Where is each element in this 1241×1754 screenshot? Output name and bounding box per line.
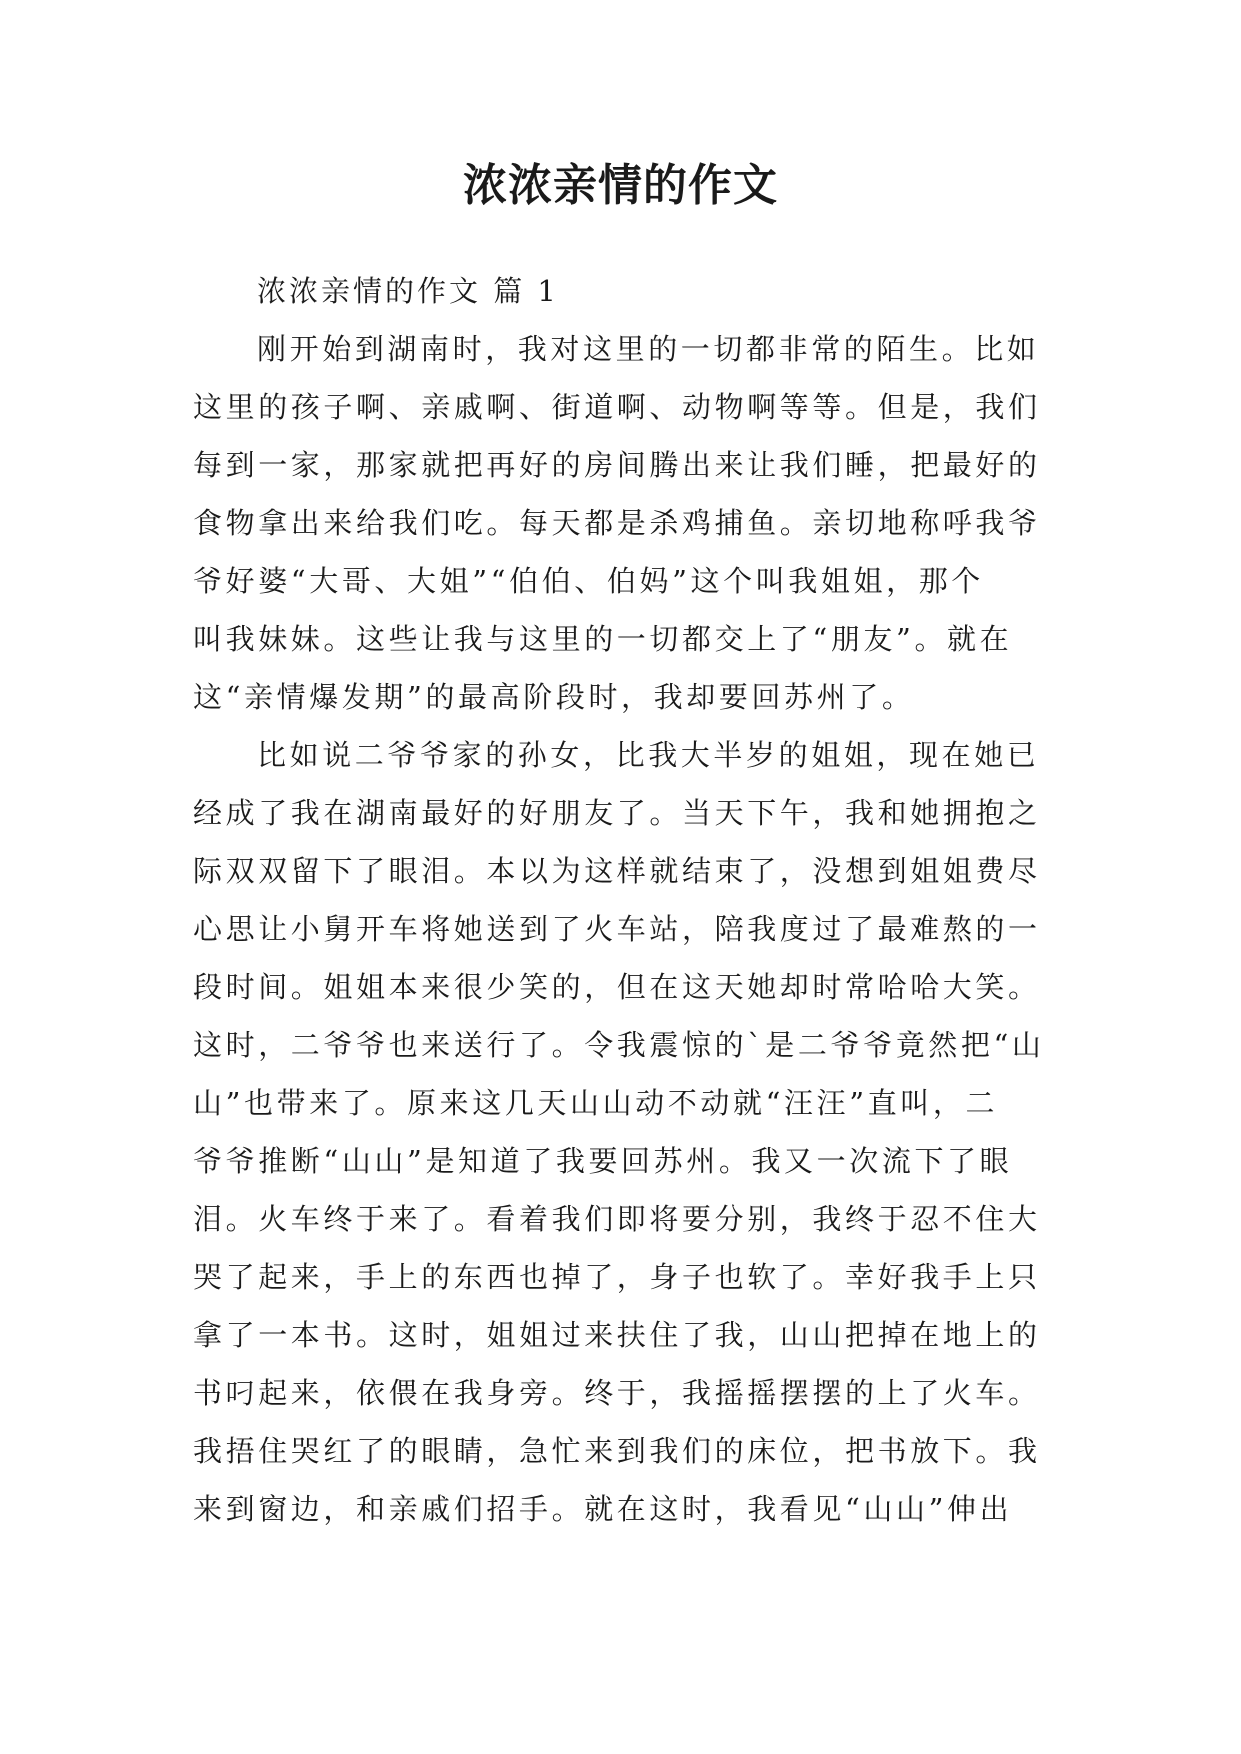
paragraph-list — [193, 320, 1063, 1538]
paragraph-line: 拿了一本书。这时，姐姐过来扶住了我，山山把掉在地上的 — [193, 1318, 1041, 1352]
paragraph-line: 段时间。姐姐本来很少笑的，但在这天她却时常哈哈大笑。 — [193, 970, 1041, 1004]
paragraph-line: 来到窗边，和亲戚们招手。就在这时，我看见“山山”伸出 — [193, 1492, 1013, 1526]
paragraph-line: 爷好婆“大哥、大姐”“伯伯、伯妈”这个叫我姐姐，那个 — [193, 564, 984, 598]
paragraph-line: 食物拿出来给我们吃。每天都是杀鸡捕鱼。亲切地称呼我爷 — [193, 506, 1041, 540]
paragraph-line: 书叼起来，依偎在我身旁。终于，我摇摇摆摆的上了火车。 — [193, 1376, 1041, 1410]
paragraph-line: 叫我妹妹。这些让我与这里的一切都交上了“朋友”。就在 — [193, 622, 1013, 656]
paragraph-line: 经成了我在湖南最好的好朋友了。当天下午，我和她拥抱之 — [193, 796, 1041, 830]
paragraph-line: 我捂住哭红了的眼睛，急忙来到我们的床位，把书放下。我 — [193, 1434, 1041, 1468]
section-heading: 浓浓亲情的作文 篇 1 — [257, 274, 559, 308]
paragraph-line: 际双双留下了眼泪。本以为这样就结束了，没想到姐姐费尽 — [193, 854, 1041, 888]
paragraph-line: 刚开始到湖南时，我对这里的一切都非常的陌生。比如 — [257, 332, 1040, 366]
paragraph-line: 心思让小舅开车将她送到了火车站，陪我度过了最难熬的一 — [193, 912, 1041, 946]
paragraph-line: 这时，二爷爷也来送行了。令我震惊的`是二爷爷竟然把“山 — [193, 1028, 1045, 1062]
paragraph — [193, 320, 1063, 726]
paragraph-line: 这“亲情爆发期”的最高阶段时，我却要回苏州了。 — [193, 680, 915, 714]
paragraph-line: 每到一家，那家就把再好的房间腾出来让我们睡，把最好的 — [193, 448, 1041, 482]
document-body — [193, 262, 1063, 1538]
paragraph — [193, 726, 1063, 1538]
paragraph-line: 这里的孩子啊、亲戚啊、街道啊、动物啊等等。但是，我们 — [193, 390, 1041, 424]
paragraph-line: 比如说二爷爷家的孙女，比我大半岁的姐姐，现在她已 — [257, 738, 1040, 772]
paragraph-line: 爷爷推断“山山”是知道了我要回苏州。我又一次流下了眼 — [193, 1144, 1013, 1178]
document-title: 浓浓亲情的作文 — [463, 160, 778, 211]
paragraph-line: 山”也带来了。原来这几天山山动不动就“汪汪”直叫，二 — [193, 1086, 999, 1120]
paragraph-line: 泪。火车终于来了。看着我们即将要分别，我终于忍不住大 — [193, 1202, 1041, 1236]
paragraph-line: 哭了起来，手上的东西也掉了，身子也软了。幸好我手上只 — [193, 1260, 1041, 1294]
